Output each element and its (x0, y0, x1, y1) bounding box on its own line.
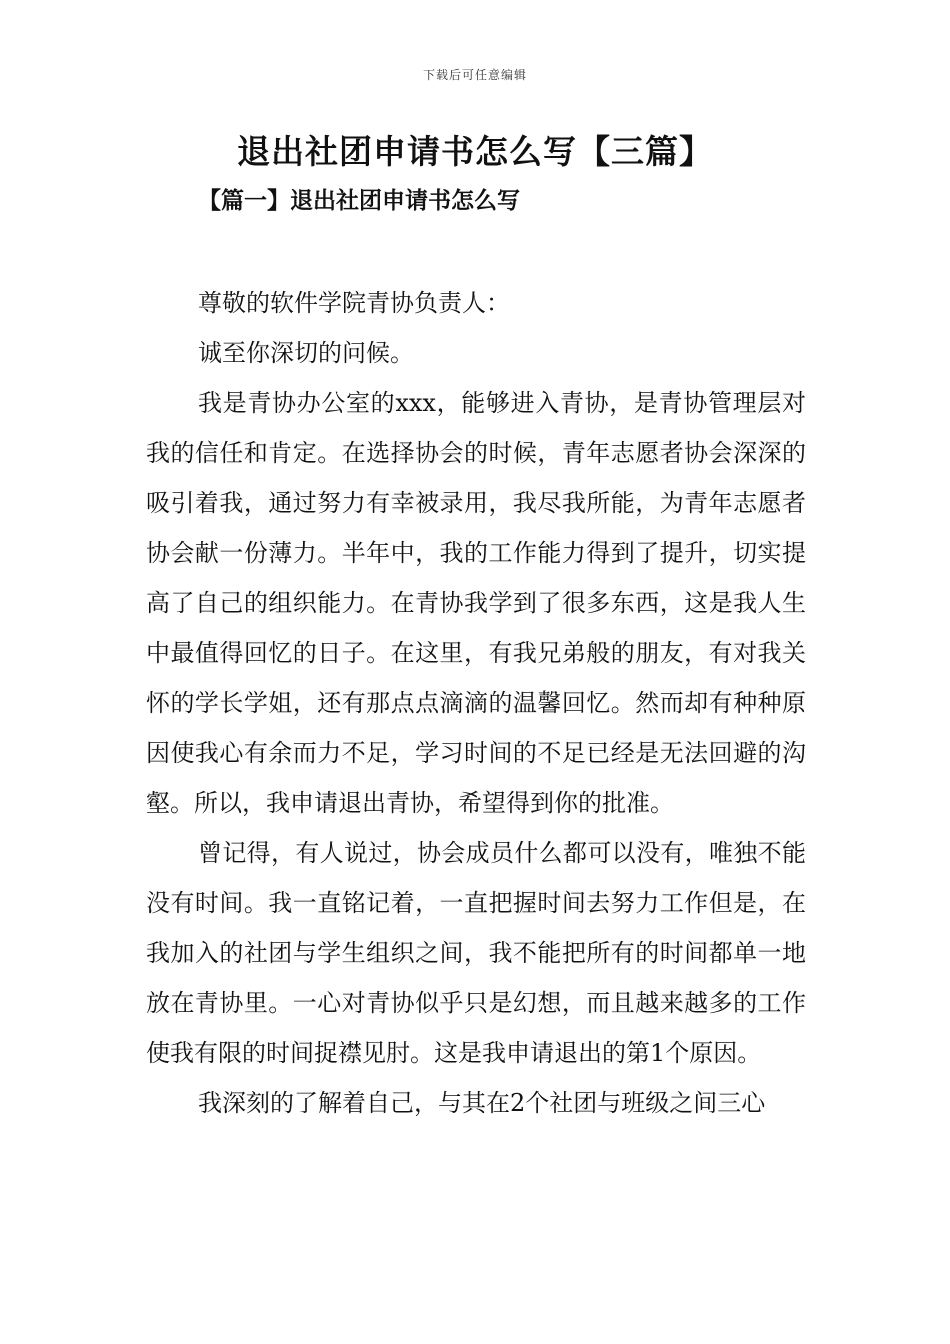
header-note: 下载后可任意编辑 (422, 68, 527, 82)
salutation-paragraph: 尊敬的软件学院青协负责人： (198, 289, 510, 317)
body-paragraph: 我是青协办公室的xxx，能够进入青协，是青协管理层对我的信任和肯定。在选择协会的时候，青年志愿者协会深深的吸引着我，通过努力有幸被录用，我尽我所能，为青年志愿者协会献一份薄力。半年中，我的工作能力得到了提升，切实提高了自己的组织能力。在青协我学到了很多东西，这是我人生中最值得回忆的日子。在这里，有我兄弟般的朋友，有对我关怀的学长学姐，还有那点点滴滴的温馨回忆。然而却有种种原因使我心有余而力不足，学习时间的不足已经是无法回避的沟壑。所以，我申请退出青协，希望得到你的批准。 (146, 389, 806, 817)
section-title: 【篇一】退出社团申请书怎么写 (198, 187, 520, 214)
body-paragraph: 曾记得，有人说过，协会成员什么都可以没有，唯独不能没有时间。我一直铭记着，一直把握时间去努力工作但是，在我加入的社团与学生组织之间，我不能把所有的时间都单一地放在青协里。一心对青协似乎只是幻想，而且越来越多的工作使我有限的时间捉襟见肘。这是我申请退出的第1个原因。 (146, 839, 806, 1067)
document-title: 退出社团申请书怎么写【三篇】 (237, 132, 713, 171)
document-body (146, 278, 806, 1128)
greeting-paragraph: 诚至你深切的问候。 (198, 339, 414, 367)
body-paragraph: 我深刻的了解着自己，与其在2个社团与班级之间三心 (198, 1089, 766, 1117)
